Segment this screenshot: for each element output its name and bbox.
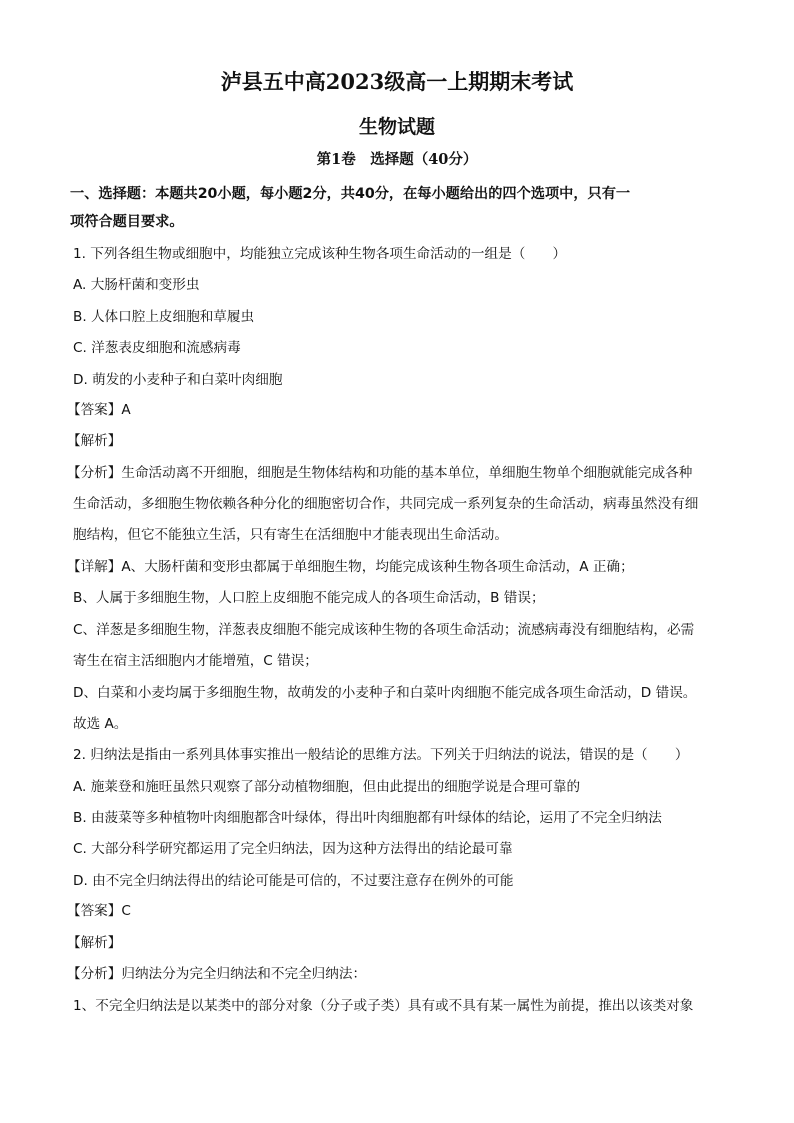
q1-fenxi-line-3: 胞结构，但它不能独立生活，只有寄生在活细胞中才能表现出生命活动。 <box>73 527 508 543</box>
q1-answer <box>67 401 131 419</box>
subject-title: 生物试题 <box>358 116 435 138</box>
q2-point-1: 1、不完全归纳法是以某类中的部分对象（分子或子类）具有或不具有某一属性为前提，推出以该类对象 <box>73 998 694 1014</box>
q1-analysis-tag: 【解析】 <box>67 433 122 449</box>
q1-fenxi-line-1 <box>67 464 692 482</box>
q1-answer-value: A <box>121 402 131 418</box>
q2-fenxi-line-1 <box>67 965 366 983</box>
q2-option-b: B. 由菠菜等多种植物叶肉细胞都含叶绿体，得出叶肉细胞都有叶绿体的结论，运用了不完全归纳法 <box>73 810 662 826</box>
q1-xiangjie-text-1: A、大肠杆菌和变形虫都属于单细胞生物，均能完成该种生物各项生命活动，A 正确； <box>121 559 634 575</box>
q1-xiangjie-line-3: C、洋葱是多细胞生物，洋葱表皮细胞不能完成该种生物的各项生命活动；流感病毒没有细胞结构，必需 <box>73 622 695 638</box>
q2-analysis-tag: 【解析】 <box>67 935 122 951</box>
q1-fenxi-line-2: 生命活动，多细胞生物依赖各种分化的细胞密切合作，共同完成一系列复杂的生命活动，病毒虽然没有细 <box>73 496 699 512</box>
q2-option-a: A. 施莱登和施旺虽然只观察了部分动植物细胞，但由此提出的细胞学说是合理可靠的 <box>73 779 581 795</box>
volume-title: 第1卷 选择题（40分） <box>316 151 478 168</box>
q2-option-c: C. 大部分科学研究都运用了完全归纳法，因为这种方法得出的结论最可靠 <box>73 841 513 857</box>
q1-option-a: A. 大肠杆菌和变形虫 <box>73 277 200 293</box>
q1-answer-tag: 【答案】 <box>67 402 122 418</box>
q1-xiangjie-line-5: D、白菜和小麦均属于多细胞生物，故萌发的小麦种子和白菜叶肉细胞不能完成各项生命活动，D 错误。 <box>73 685 697 701</box>
q1-fenxi-tag: 【分析】 <box>67 465 122 481</box>
q2-answer-tag: 【答案】 <box>67 903 122 919</box>
section-instruction-line-2: 项符合题目要求。 <box>70 214 184 230</box>
q1-option-d: D. 萌发的小麦种子和白菜叶肉细胞 <box>73 372 283 388</box>
q1-fenxi-text-1: 生命活动离不开细胞，细胞是生物体结构和功能的基本单位，单细胞生物单个细胞就能完成各种 <box>121 465 693 481</box>
q1-option-b: B. 人体口腔上皮细胞和草履虫 <box>73 309 255 325</box>
exam-title: 泸县五中高2023级高一上期期末考试 <box>220 69 574 94</box>
section-instruction-line-1: 一、选择题：本题共20小题，每小题2分，共40分，在每小题给出的四个选项中，只有一 <box>70 186 631 202</box>
q2-fenxi-tag: 【分析】 <box>67 966 122 982</box>
q1-conclusion: 故选 A。 <box>73 716 128 732</box>
q1-xiangjie-line-2: B、人属于多细胞生物，人口腔上皮细胞不能完成人的各项生命活动，B 错误； <box>73 590 545 606</box>
q2-answer-value: C <box>121 903 131 919</box>
q1-xiangjie-line-1 <box>67 558 634 576</box>
q2-answer <box>67 902 131 920</box>
q2-fenxi-text-1: 归纳法分为完全归纳法和不完全归纳法： <box>121 966 367 982</box>
q1-stem: 1. 下列各组生物或细胞中，均能独立完成该种生物各项生命活动的一组是（ ） <box>73 246 567 262</box>
q2-stem: 2. 归纳法是指由一系列具体事实推出一般结论的思维方法。下列关于归纳法的说法，错误的是（ ） <box>73 747 689 763</box>
q1-xiangjie-line-4: 寄生在宿主活细胞内才能增殖，C 错误； <box>73 653 318 669</box>
q2-option-d: D. 由不完全归纳法得出的结论可能是可信的，不过要注意存在例外的可能 <box>73 873 514 889</box>
q1-option-c: C. 洋葱表皮细胞和流感病毒 <box>73 340 241 356</box>
q1-xiangjie-tag: 【详解】 <box>67 559 122 575</box>
